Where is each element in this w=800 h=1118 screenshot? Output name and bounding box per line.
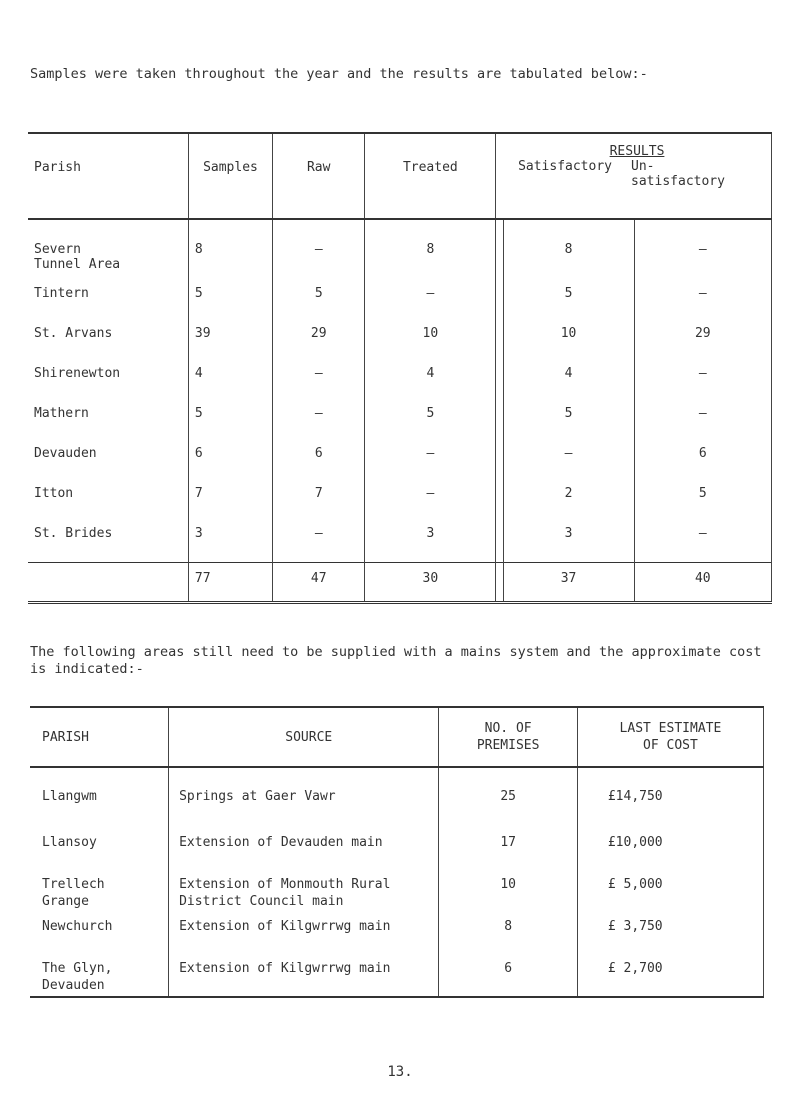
cell-satisfactory: – (503, 446, 634, 486)
table-row (28, 486, 772, 526)
cell-cost: £14,750 (577, 767, 763, 828)
table-row (30, 912, 764, 954)
table-row (28, 219, 772, 286)
cell-premises: 6 (439, 954, 577, 997)
cell-source: Springs at Gaer Vawr (169, 767, 439, 828)
cell-parish: Newchurch (42, 919, 113, 934)
cell-source: Extension of Kilgwrrwg main (169, 954, 439, 997)
column-gap (496, 486, 503, 526)
total-raw: 47 (273, 563, 365, 603)
sampling-results-table (28, 132, 772, 604)
column-gap (496, 219, 503, 286)
header-parish: Parish (28, 133, 188, 219)
header-treated: Treated (365, 133, 496, 219)
table-row (28, 526, 772, 563)
cell-cost: £ 2,700 (577, 954, 763, 997)
header-premises: NO. OF PREMISES (439, 707, 577, 767)
cell-treated: 4 (365, 366, 496, 406)
header-raw: Raw (273, 133, 365, 219)
cell-samples: 7 (188, 486, 272, 526)
cell-samples: 4 (188, 366, 272, 406)
table-row (30, 767, 764, 828)
cell-parish: St. Arvans (34, 326, 113, 341)
table-row (28, 446, 772, 486)
cell-cost: £ 3,750 (577, 912, 763, 954)
total-satisfactory: 37 (503, 563, 634, 603)
table-body-2 (30, 767, 764, 997)
cell-unsatisfactory: – (634, 286, 771, 326)
cell-parish: Shirenewton (34, 366, 121, 381)
table-row (28, 286, 772, 326)
header-samples: Samples (188, 133, 272, 219)
cell-raw: 29 (273, 326, 365, 366)
cell-samples: 5 (188, 406, 272, 446)
page-number: 13. (387, 1064, 413, 1080)
cell-satisfactory: 5 (503, 406, 634, 446)
cell-parish: Llansoy (42, 835, 97, 850)
table-header-row (28, 133, 772, 219)
cell-unsatisfactory: 5 (634, 486, 771, 526)
cell-samples: 5 (188, 286, 272, 326)
cell-treated: 8 (365, 219, 496, 286)
table-row (30, 954, 764, 997)
cell-unsatisfactory: 6 (634, 446, 771, 486)
cell-source: Extension of Monmouth Rural District Council main (169, 870, 439, 912)
cell-parish: The Glyn, Devauden (42, 961, 113, 993)
table-row (28, 366, 772, 406)
cell-satisfactory: 4 (503, 366, 634, 406)
cell-parish: Itton (34, 486, 74, 501)
column-gap (496, 406, 503, 446)
cell-parish: Llangwm (42, 789, 97, 804)
header-results: RESULTS (609, 144, 665, 159)
cell-raw: – (273, 366, 365, 406)
cell-raw: – (273, 526, 365, 563)
table-row (30, 828, 764, 870)
table-header-row (30, 707, 764, 767)
cell-parish: Trellech Grange (42, 877, 105, 909)
cell-treated: 3 (365, 526, 496, 563)
cell-parish: St. Brides (34, 526, 113, 541)
header-source: SOURCE (169, 707, 439, 767)
cell-raw: – (273, 219, 365, 286)
totals-row (28, 563, 772, 603)
total-unsatisfactory: 40 (634, 563, 771, 603)
cell-satisfactory: 2 (503, 486, 634, 526)
header-results-sub (503, 159, 771, 189)
cell-treated: 5 (365, 406, 496, 446)
header-unsatisfactory: Un- satisfactory (631, 159, 725, 189)
cell-cost: £10,000 (577, 828, 763, 870)
header-results-group (503, 133, 771, 219)
cell-samples: 8 (188, 219, 272, 286)
column-gap (496, 326, 503, 366)
column-gap (496, 133, 503, 219)
column-gap (496, 526, 503, 563)
cell-treated: – (365, 486, 496, 526)
cell-premises: 10 (439, 870, 577, 912)
cell-premises: 17 (439, 828, 577, 870)
table-body (28, 219, 772, 603)
cell-treated: – (365, 286, 496, 326)
table-row (28, 326, 772, 366)
cell-premises: 8 (439, 912, 577, 954)
total-treated: 30 (365, 563, 496, 603)
cell-satisfactory: 3 (503, 526, 634, 563)
column-gap (496, 563, 503, 603)
cell-source: Extension of Kilgwrrwg main (169, 912, 439, 954)
cell-parish: Tintern (34, 286, 89, 301)
cell-raw: 6 (273, 446, 365, 486)
cell-premises: 25 (439, 767, 577, 828)
table-row (28, 406, 772, 446)
cell-unsatisfactory: – (634, 406, 771, 446)
cell-treated: 10 (365, 326, 496, 366)
cell-unsatisfactory: – (634, 526, 771, 563)
table-row (30, 870, 764, 912)
cell-unsatisfactory: – (634, 366, 771, 406)
cell-satisfactory: 10 (503, 326, 634, 366)
cell-samples: 39 (188, 326, 272, 366)
header-satisfactory: Satisfactory (518, 159, 612, 174)
intro-text: Samples were taken throughout the year and the results are tabulated below:- (30, 66, 648, 82)
cell-unsatisfactory: – (634, 219, 771, 286)
cell-blank (28, 563, 188, 603)
cell-source: Extension of Devauden main (169, 828, 439, 870)
intro-text-2: The following areas still need to be supplied with a mains system and the approximate cost is indicated:- (30, 644, 762, 677)
cell-parish: Severn Tunnel Area (34, 242, 121, 272)
cell-satisfactory: 5 (503, 286, 634, 326)
cell-cost: £ 5,000 (577, 870, 763, 912)
cell-raw: 5 (273, 286, 365, 326)
cell-raw: 7 (273, 486, 365, 526)
cell-parish: Mathern (34, 406, 89, 421)
cell-samples: 6 (188, 446, 272, 486)
column-gap (496, 366, 503, 406)
cell-treated: – (365, 446, 496, 486)
column-gap (496, 446, 503, 486)
mains-cost-table (30, 706, 764, 998)
total-samples: 77 (188, 563, 272, 603)
cell-unsatisfactory: 29 (634, 326, 771, 366)
cell-raw: – (273, 406, 365, 446)
header-cost: LAST ESTIMATE OF COST (577, 707, 763, 767)
cell-parish: Devauden (34, 446, 97, 461)
cell-samples: 3 (188, 526, 272, 563)
cell-satisfactory: 8 (503, 219, 634, 286)
header-parish-2: PARISH (30, 707, 169, 767)
column-gap (496, 286, 503, 326)
